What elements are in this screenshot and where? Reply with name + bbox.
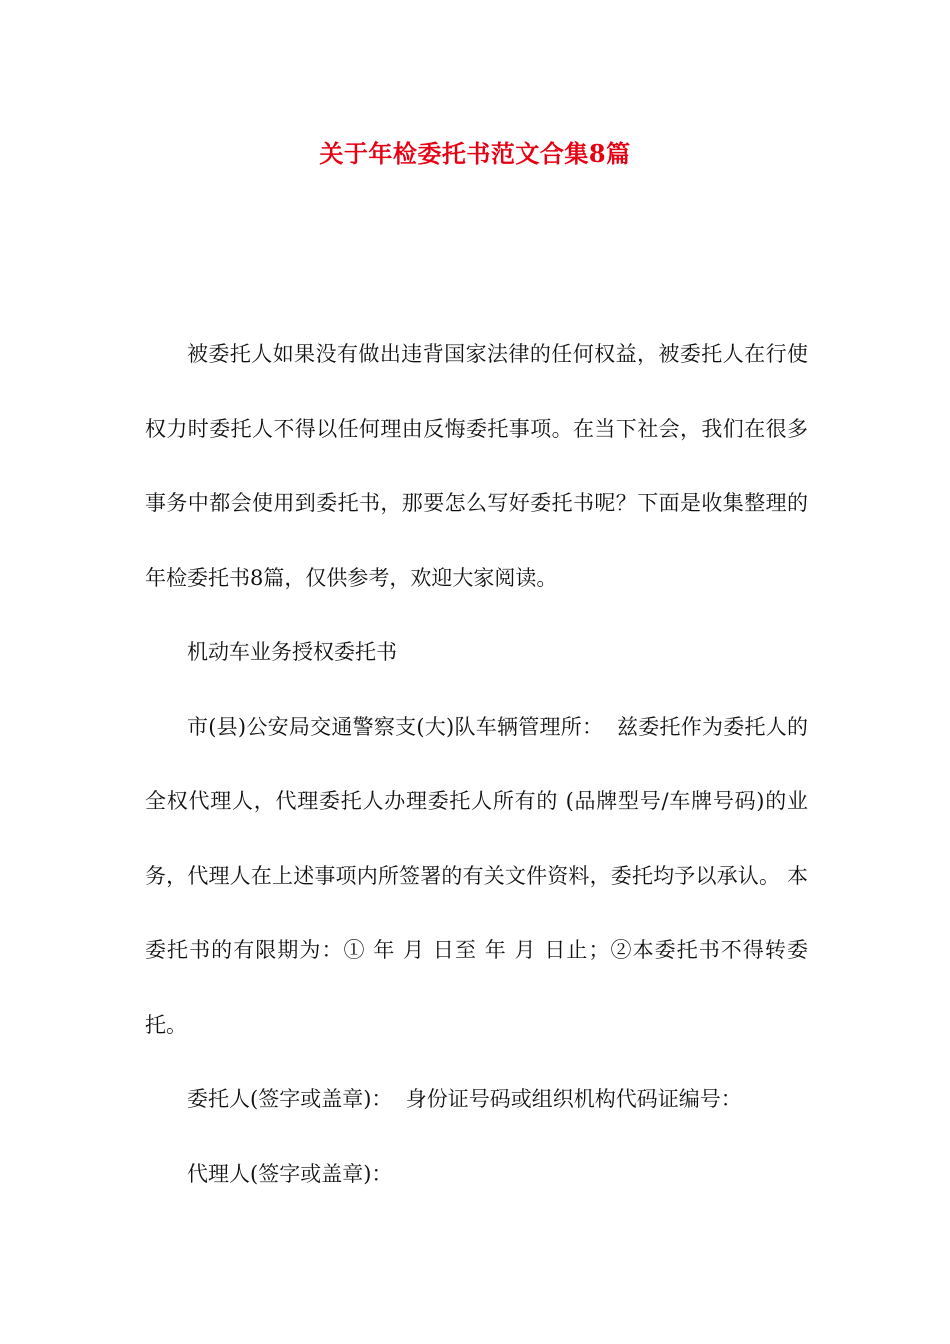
agent-signature-line xyxy=(145,1137,808,1212)
principal-signature-text: 委托人(签字或盖章)： 身份证号码或组织机构代码证编号： xyxy=(187,1087,742,1111)
section-heading xyxy=(145,615,808,690)
agent-signature-text: 代理人(签字或盖章)： xyxy=(187,1161,393,1186)
authorization-paragraph-text: 市(县)公安局交通警察支(大)队车辆管理所： 兹委托作为委托人的全权代理人，代理委托人办理委托人所有的 (品牌型号/车牌号码)的业务，代理人在上述事项内所签署的有关文件资料，委托均予以承认。 本委托书的有限期为：① 年 月 日至 年 月 日止；②本委托书不得转委托。 xyxy=(145,714,808,1037)
principal-signature-line xyxy=(145,1062,808,1137)
document-title: 关于年检委托书范文合集8篇 xyxy=(319,139,631,168)
intro-paragraph-text: 被委托人如果没有做出违背国家法律的任何权益，被委托人在行使权力时委托人不得以任何理由反悔委托事项。在当下社会，我们在很多事务中都会使用到委托书，那要怎么写好委托书呢？下面是收集整理的年检委托书8篇，仅供参考，欢迎大家阅读。 xyxy=(145,342,808,590)
document-body xyxy=(145,317,808,1211)
authorization-paragraph xyxy=(145,690,808,1063)
intro-paragraph xyxy=(145,317,808,615)
section-heading-text: 机动车业务授权委托书 xyxy=(187,640,397,664)
